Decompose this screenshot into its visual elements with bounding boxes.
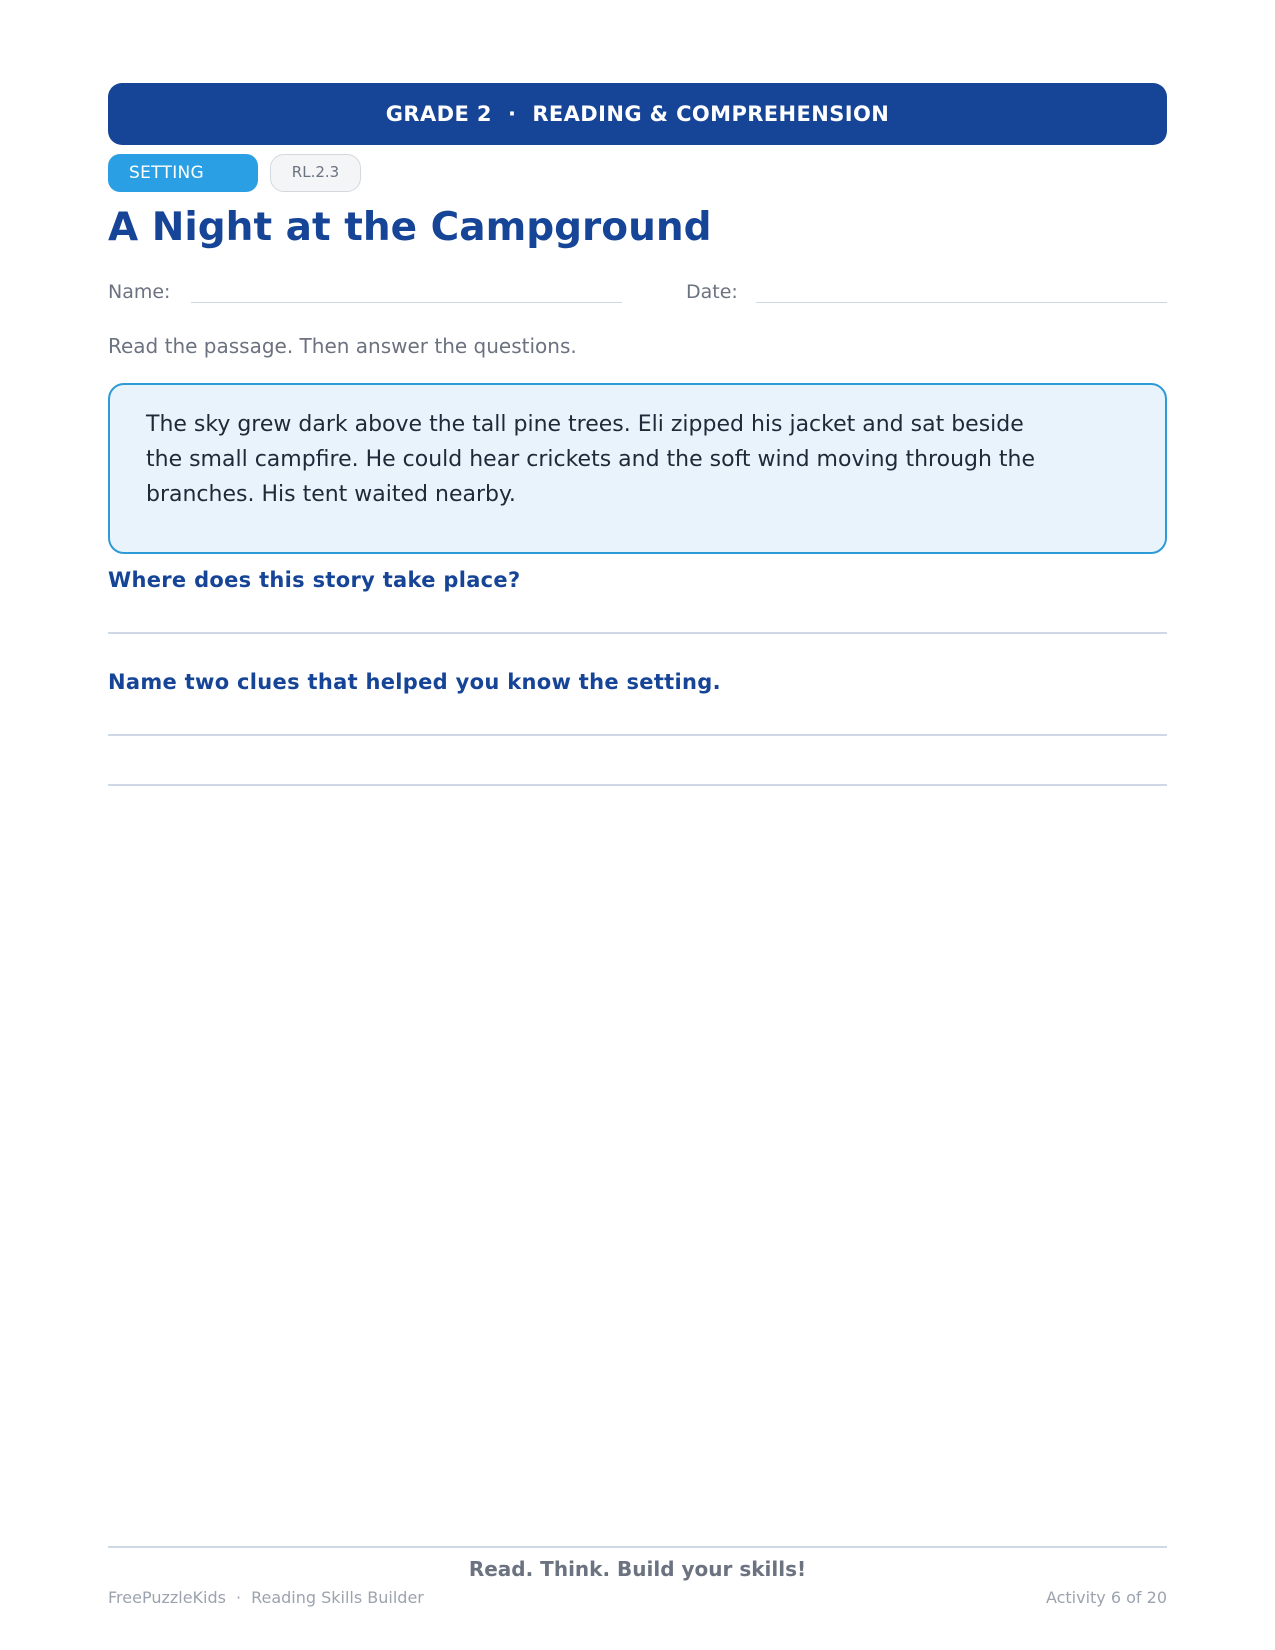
footer-credits — [108, 1588, 424, 1607]
instructions-text: Read the passage. Then answer the questions. — [108, 334, 577, 358]
name-field[interactable] — [191, 302, 622, 303]
grade-label: GRADE 2 — [385, 102, 492, 126]
passage-line: branches. His tent waited nearby. — [146, 482, 516, 507]
footer-tagline: Read. Think. Build your skills! — [468, 1557, 807, 1581]
standard-tag: RL.2.3 — [270, 154, 361, 192]
reading-passage — [108, 383, 1167, 554]
subject-label: READING & COMPREHENSION — [532, 102, 890, 126]
question-2: Name two clues that helped you know the setting. — [108, 670, 721, 694]
passage-line: The sky grew dark above the tall pine trees. Eli zipped his jacket and sat beside — [146, 412, 1024, 437]
series-name: Reading Skills Builder — [251, 1588, 424, 1607]
answer-line-q1[interactable] — [108, 632, 1167, 634]
skill-tag: SETTING — [108, 154, 258, 192]
name-label: Name: — [108, 281, 171, 303]
header-banner — [108, 83, 1167, 145]
header-separator: · — [507, 102, 517, 126]
answer-line-q2-1[interactable] — [108, 734, 1167, 736]
passage-line: the small campfire. He could hear crickets and the soft wind moving through the — [146, 447, 1036, 472]
footer-divider — [108, 1546, 1167, 1548]
worksheet-page — [108, 0, 1167, 1650]
site-name: FreePuzzleKids — [108, 1588, 226, 1607]
answer-line-q2-2[interactable] — [108, 784, 1167, 786]
date-field[interactable] — [756, 302, 1167, 303]
question-1: Where does this story take place? — [108, 568, 521, 592]
page-title: A Night at the Campground — [108, 205, 712, 250]
activity-counter: Activity 6 of 20 — [1045, 1588, 1167, 1607]
date-label: Date: — [686, 281, 738, 303]
footer-separator: · — [235, 1588, 242, 1607]
